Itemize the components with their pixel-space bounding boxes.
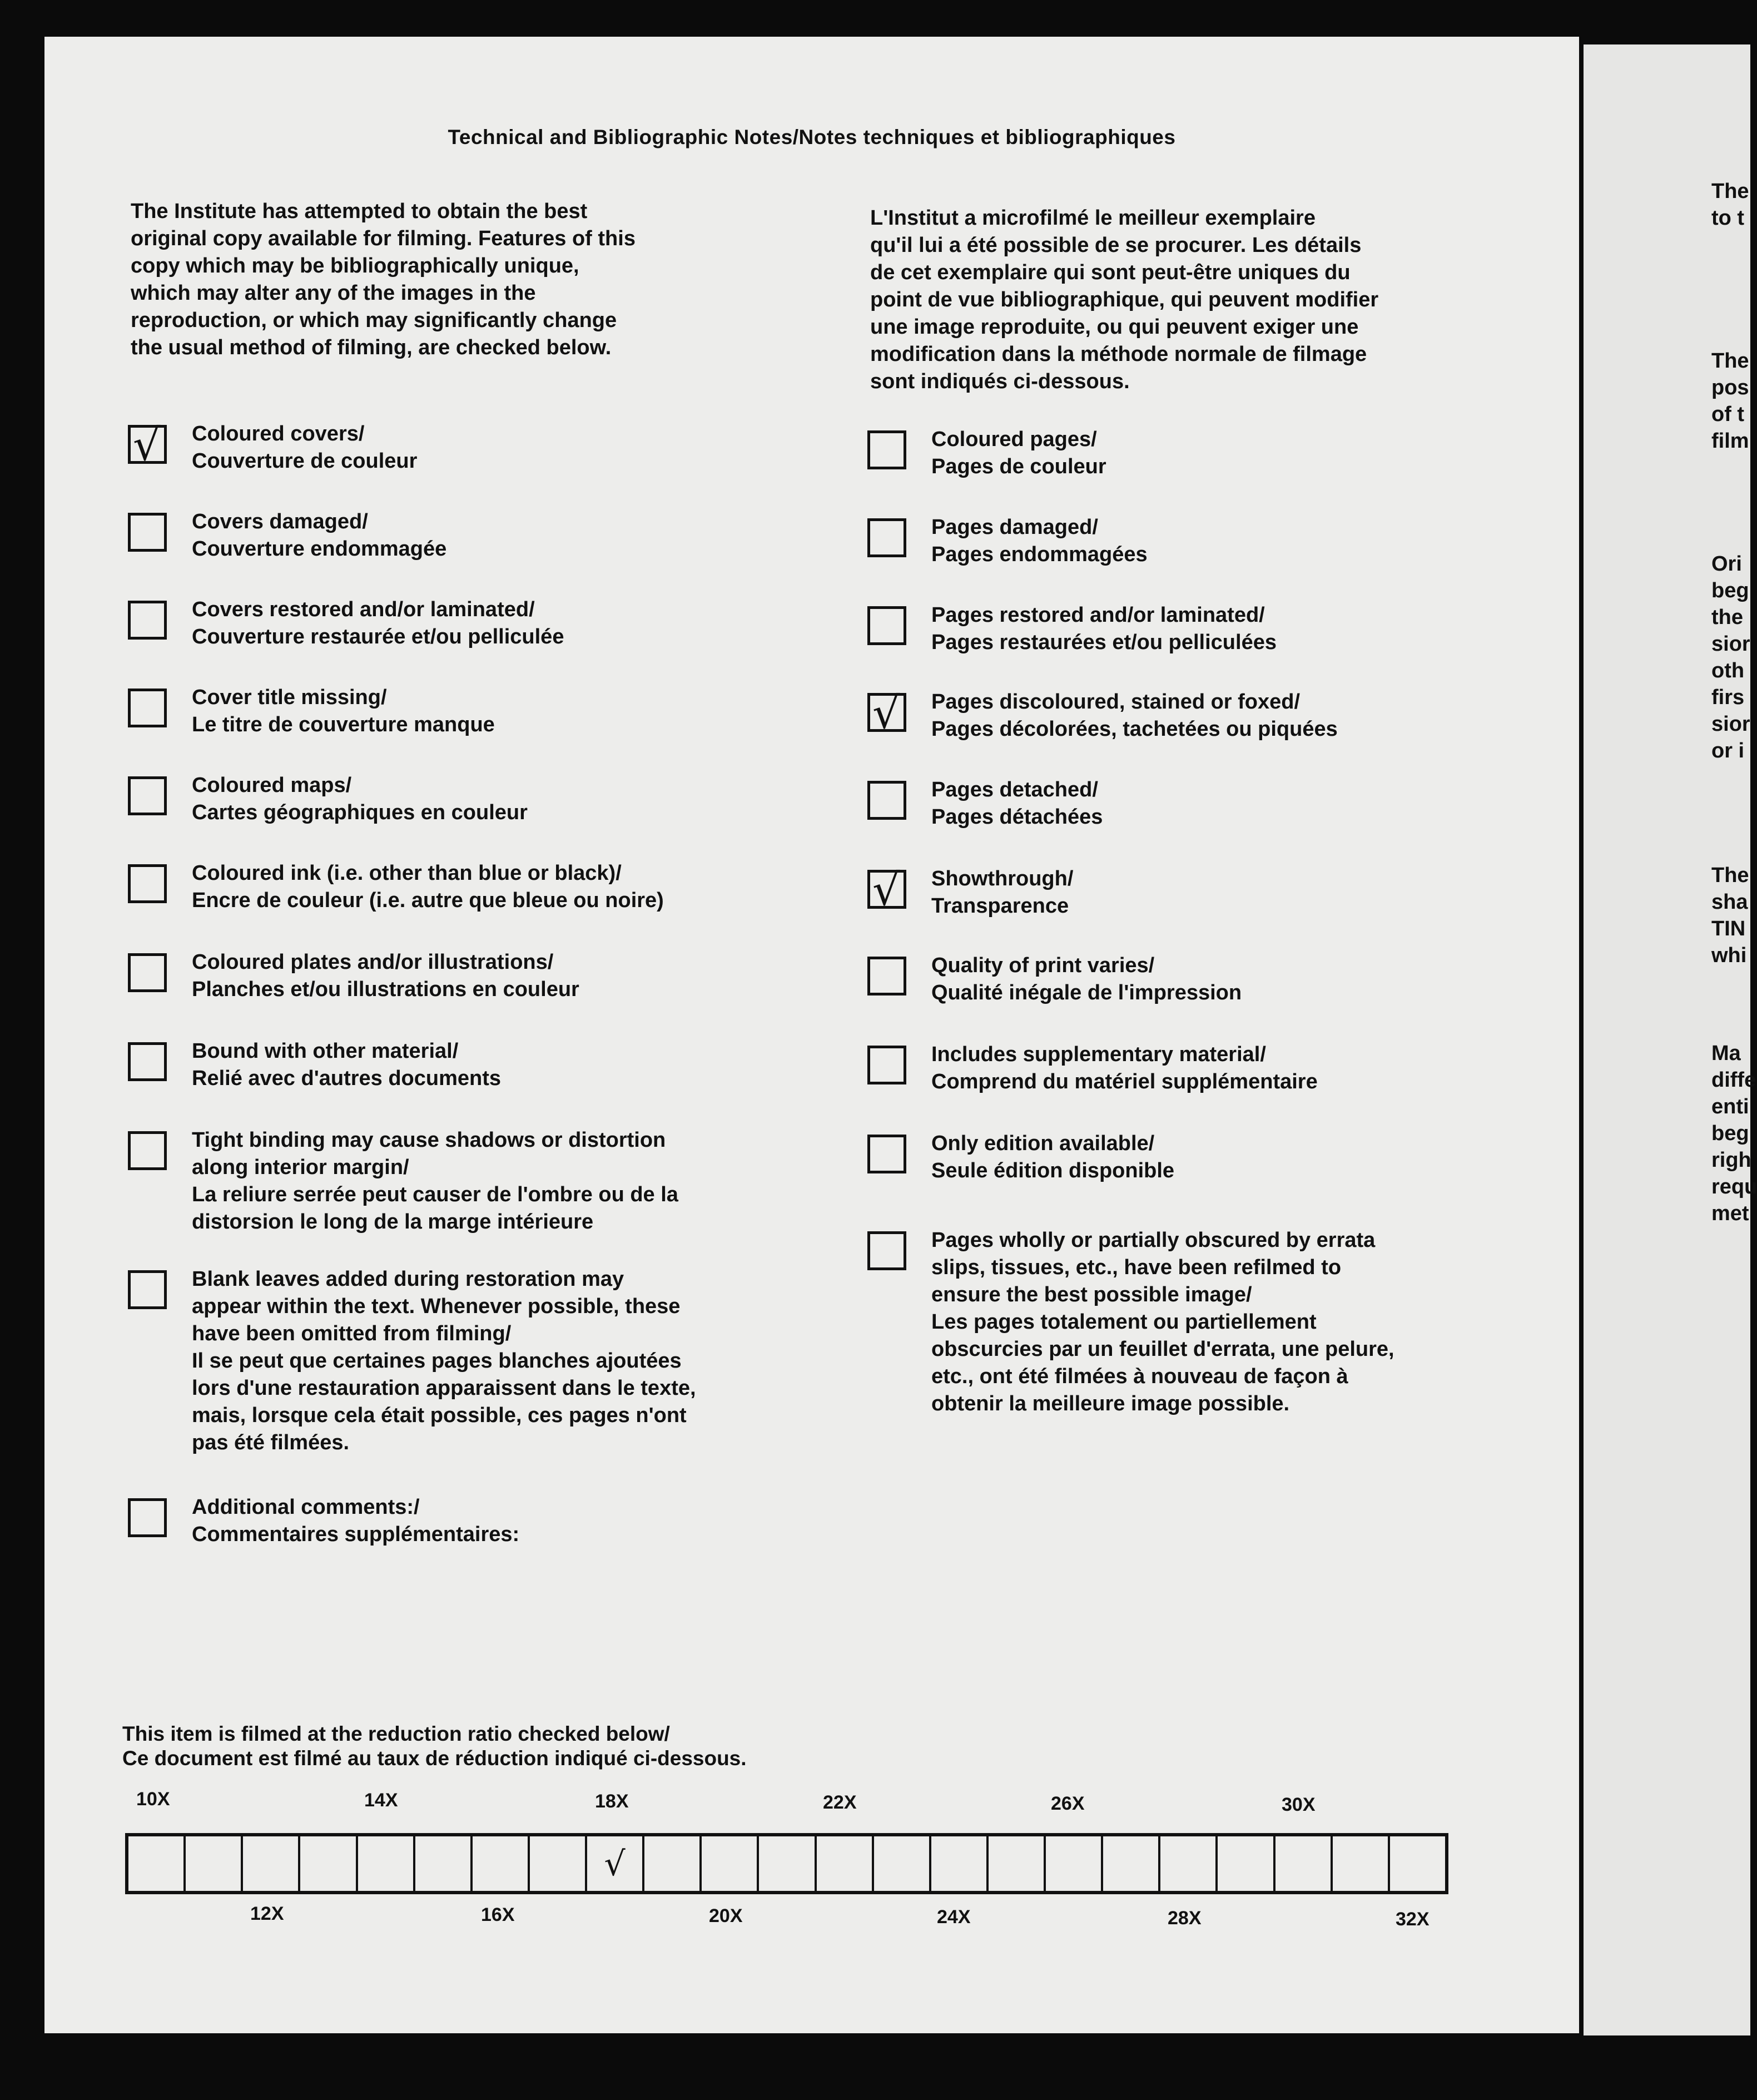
checkbox[interactable] bbox=[128, 1270, 167, 1309]
checkmark-icon: √ bbox=[872, 689, 900, 739]
page-fragment-text: Ma diffe enti beg righ requ met bbox=[1711, 1042, 1757, 1225]
checkbox[interactable] bbox=[128, 1131, 167, 1170]
ratio-label: 18X bbox=[595, 1791, 629, 1812]
ratio-cell[interactable] bbox=[931, 1836, 989, 1891]
page-fragment-text: The pos of t film bbox=[1711, 349, 1749, 453]
checklist-label: Coloured plates and/or illustrations/ Planches et/ou illustrations en couleur bbox=[192, 950, 579, 1001]
checkbox[interactable] bbox=[128, 601, 167, 640]
checklist-label: Additional comments:/ Commentaires supplémentaires: bbox=[192, 1495, 520, 1546]
ratio-cell[interactable] bbox=[1218, 1836, 1275, 1891]
ratio-cell[interactable] bbox=[1103, 1836, 1160, 1891]
checkbox[interactable] bbox=[867, 781, 906, 820]
ratio-label: 24X bbox=[937, 1906, 971, 1928]
checkbox[interactable] bbox=[867, 606, 906, 645]
ratio-cell[interactable] bbox=[1333, 1836, 1390, 1891]
ratio-cell[interactable] bbox=[300, 1836, 358, 1891]
ratio-label: 30X bbox=[1282, 1794, 1316, 1815]
checkbox[interactable] bbox=[128, 689, 167, 727]
checklist-label: Tight binding may cause shadows or distortion along interior margin/ La reliure serrée peut causer de l'ombre ou de la distorsion le long de la marge intérieure bbox=[192, 1128, 678, 1234]
checklist-label: Blank leaves added during restoration may appear within the text. Whenever possible, these have been omitted from filming/ Il se peut que certaines pages blanches ajoutées lors d'une restauration apparaissent dans le texte, mais, lorsque cela était possible, ces pages n'ont pas été filmées. bbox=[192, 1267, 696, 1454]
adjacent-page-fragment bbox=[1584, 44, 1757, 2035]
checklist-label: Pages discoloured, stained or foxed/ Pages décolorées, tachetées ou piquées bbox=[931, 690, 1338, 741]
ratio-cell[interactable] bbox=[1275, 1836, 1333, 1891]
ratio-cell[interactable] bbox=[874, 1836, 931, 1891]
checklist-label: Pages wholly or partially obscured by errata slips, tissues, etc., have been refilmed to ensure the best possible image/ Les pages totalement ou partiellement obscurcies par un feuillet d'errata, une pelure, etc., ont été filmées à nouveau de façon à obtenir la meilleure image possible. bbox=[931, 1229, 1394, 1415]
reduction-ratio-grid bbox=[125, 1833, 1448, 1894]
checklist-label: Quality of print varies/ Qualité inégale de l'impression bbox=[931, 954, 1242, 1004]
ratio-label: 16X bbox=[481, 1904, 515, 1925]
reduction-ratio-text: This item is filmed at the reduction ratio checked below/ Ce document est filmé au taux de réduction indiqué ci-dessous. bbox=[122, 1722, 747, 1770]
checklist-label: Coloured maps/ Cartes géographiques en couleur bbox=[192, 774, 528, 824]
ratio-label: 26X bbox=[1051, 1793, 1085, 1814]
ratio-cell[interactable] bbox=[1160, 1836, 1218, 1891]
checklist-label: Cover title missing/ Le titre de couverture manque bbox=[192, 686, 495, 736]
ratio-cell[interactable] bbox=[473, 1836, 530, 1891]
checklist-label: Covers restored and/or laminated/ Couverture restaurée et/ou pelliculée bbox=[192, 598, 564, 648]
checklist-label: Bound with other material/ Relié avec d'autres documents bbox=[192, 1039, 502, 1090]
checklist-label: Coloured pages/ Pages de couleur bbox=[931, 428, 1106, 478]
checkbox[interactable] bbox=[867, 689, 906, 739]
ratio-cell[interactable] bbox=[702, 1836, 759, 1891]
page-fragment-text: The to t bbox=[1711, 180, 1749, 230]
ratio-label: 32X bbox=[1396, 1909, 1430, 1930]
checklist-label: Coloured ink (i.e. other than blue or black)/ Encre de couleur (i.e. autre que bleue ou noire) bbox=[192, 861, 664, 912]
checklist-label: Showthrough/ Transparence bbox=[931, 867, 1074, 918]
checklist-label: Pages restored and/or laminated/ Pages restaurées et/ou pelliculées bbox=[931, 603, 1277, 654]
ratio-cell[interactable] bbox=[186, 1836, 243, 1891]
checkbox[interactable] bbox=[128, 1498, 167, 1537]
checkbox[interactable] bbox=[128, 1042, 167, 1081]
ratio-cell[interactable] bbox=[128, 1836, 186, 1891]
checklist-label: Pages detached/ Pages détachées bbox=[931, 778, 1103, 829]
ratio-label: 12X bbox=[250, 1903, 284, 1924]
checkbox[interactable] bbox=[128, 953, 167, 992]
checkbox[interactable] bbox=[867, 430, 906, 469]
ratio-cell[interactable] bbox=[759, 1836, 816, 1891]
ratio-cell[interactable] bbox=[358, 1836, 415, 1891]
page-fragment-text: Ori beg the sior oth firs sior or i bbox=[1711, 552, 1750, 762]
checklist-label: Only edition available/ Seule édition disponible bbox=[931, 1132, 1175, 1182]
checklist-label: Includes supplementary material/ Comprend du matériel supplémentaire bbox=[931, 1043, 1318, 1093]
checklist-label: Coloured covers/ Couverture de couleur bbox=[192, 422, 418, 473]
checkmark-icon: √ bbox=[604, 1845, 626, 1884]
ratio-cell[interactable] bbox=[989, 1836, 1046, 1891]
checkmark-icon: √ bbox=[872, 865, 900, 915]
checkbox[interactable] bbox=[867, 1231, 906, 1270]
ratio-cell[interactable] bbox=[644, 1836, 702, 1891]
ratio-cell[interactable] bbox=[1390, 1836, 1445, 1891]
checkbox[interactable] bbox=[128, 513, 167, 552]
intro-french: L'Institut a microfilmé le meilleur exemplaire qu'il lui a été possible de se procurer. Les détails de cet exemplaire qui sont peut-être uniques du point de vue bibliographique, qui peuvent modifier une image reproduite, ou qui peuvent exiger une modification dans la méthode normale de filmage sont indiqués ci-dessous. bbox=[870, 206, 1379, 393]
ratio-label: 14X bbox=[364, 1790, 398, 1811]
checklist-label: Pages damaged/ Pages endommagées bbox=[931, 516, 1148, 566]
ratio-label: 20X bbox=[709, 1905, 743, 1926]
ratio-cell[interactable] bbox=[415, 1836, 473, 1891]
checkbox[interactable] bbox=[128, 776, 167, 815]
checkbox[interactable] bbox=[867, 518, 906, 557]
page-fragment-text: The sha TIN whi bbox=[1711, 864, 1749, 967]
ratio-label: 28X bbox=[1168, 1908, 1202, 1929]
checkmark-icon: √ bbox=[133, 420, 161, 470]
ratio-cell[interactable] bbox=[587, 1836, 644, 1891]
intro-english: The Institute has attempted to obtain the best original copy available for filming. Features of this copy which may be bibliographically unique, which may alter any of the images in the reproduction, or which may significantly change the usual method of filming, are checked below. bbox=[131, 200, 636, 359]
page-title: Technical and Bibliographic Notes/Notes techniques et bibliographiques bbox=[448, 126, 1176, 148]
checkbox[interactable] bbox=[867, 1046, 906, 1084]
ratio-label: 10X bbox=[136, 1789, 170, 1810]
checkbox[interactable] bbox=[128, 864, 167, 903]
checklist-label: Covers damaged/ Couverture endommagée bbox=[192, 510, 447, 561]
notes-page bbox=[44, 37, 1579, 2033]
ratio-cell[interactable] bbox=[530, 1836, 587, 1891]
checkbox[interactable] bbox=[128, 420, 167, 470]
checkbox[interactable] bbox=[867, 865, 906, 915]
checkbox[interactable] bbox=[867, 957, 906, 995]
ratio-label: 22X bbox=[823, 1792, 857, 1813]
ratio-cell[interactable] bbox=[243, 1836, 300, 1891]
checkbox[interactable] bbox=[867, 1135, 906, 1173]
ratio-cell[interactable] bbox=[817, 1836, 874, 1891]
ratio-cell[interactable] bbox=[1046, 1836, 1103, 1891]
